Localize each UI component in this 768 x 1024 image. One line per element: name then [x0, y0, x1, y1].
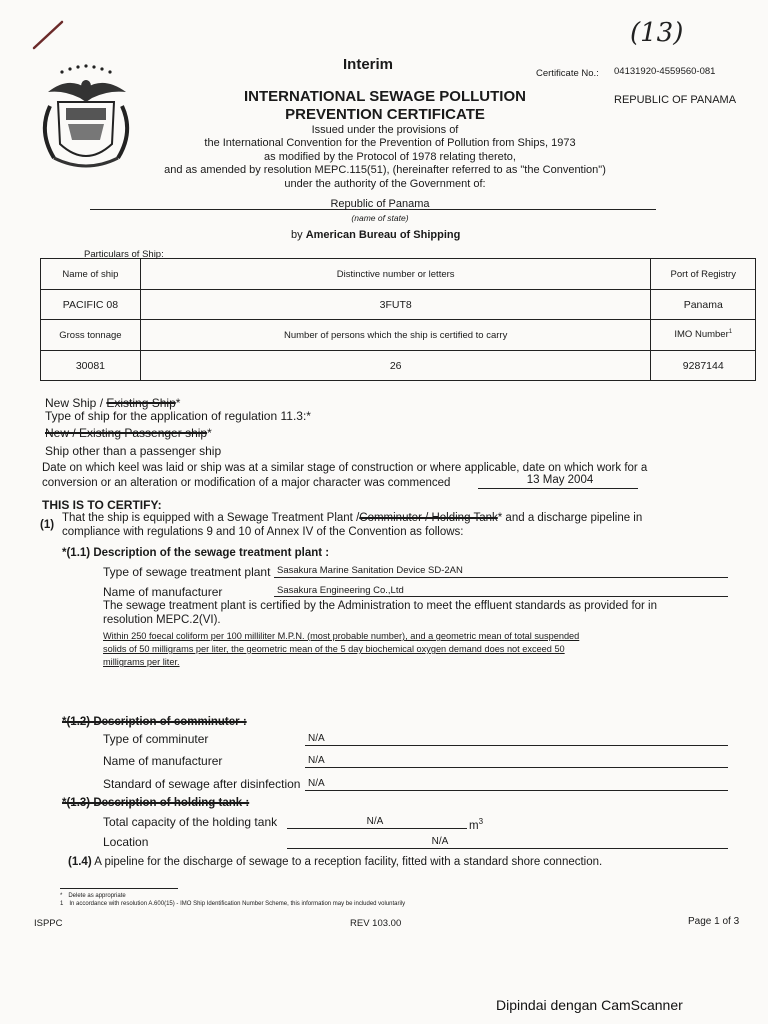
ship-type-regulation: Type of ship for the application of regulation 11.3:*: [45, 409, 311, 423]
preamble-line-3: as modified by the Protocol of 1978 relating thereto,: [264, 151, 516, 163]
stp-type-label: Type of sewage treatment plant: [103, 565, 271, 579]
republic-label: REPUBLIC OF PANAMA: [614, 94, 737, 106]
footnote-rule: [60, 888, 178, 889]
state-caption: (name of state): [351, 213, 409, 223]
certify-number: (1): [40, 519, 55, 531]
stp-certified-line-2: resolution MEPC.2(VI).: [103, 614, 221, 626]
footnote-1: [60, 893, 126, 899]
footer-revision: REV 103.00: [350, 918, 402, 929]
imo-footnote-ref: 1: [728, 329, 733, 336]
footnote-2-text: In accordance with resolution A.600(15) - IMO Ship Identification Number Scheme, this information may be included voluntarily: [69, 901, 406, 907]
new-ship-star: *: [175, 396, 181, 410]
value-imo-number: 9287144: [651, 351, 756, 381]
header-imo-number: [651, 320, 756, 351]
section-1-4: [68, 856, 602, 868]
value-ship-name: PACIFIC 08: [41, 290, 141, 320]
footer-page-number: Page 1 of 3: [688, 916, 740, 927]
sewage-standard-value: N/A: [308, 778, 325, 789]
tank-location-value: N/A: [431, 836, 449, 847]
tank-capacity-unit: [469, 817, 483, 832]
keel-date: 13 May 2004: [526, 474, 594, 486]
certify-line-1: [62, 512, 642, 524]
preamble-line-1: Issued under the provisions of: [311, 124, 459, 136]
effluent-standard-2: solids of 50 milligrams per liter, the geometric mean of the 5 day biochemical oxygen demand does not exceed 50: [103, 644, 565, 654]
footnote-1-mark: *: [60, 893, 63, 899]
stp-type-line: [274, 577, 728, 578]
preamble-line-2: the International Convention for the Prevention of Pollution from Ships, 1973: [204, 137, 576, 149]
imo-number-label: IMO Number: [674, 329, 729, 341]
particulars-label: Particulars of Ship:: [84, 249, 164, 260]
header-gross-tonnage: Gross tonnage: [41, 320, 141, 351]
certificate-no-label: Certificate No.:: [536, 68, 599, 79]
tank-capacity-value: N/A: [366, 816, 384, 827]
certify-line-1-start: That the ship is equipped with a Sewage Treatment Plant /: [62, 512, 360, 524]
footnote-2-mark: 1: [60, 901, 64, 907]
certify-line-2: compliance with regulations 9 and 10 of Annex IV of the Convention as follows:: [62, 526, 464, 538]
header-distinctive-number: Distinctive number or letters: [140, 259, 651, 290]
stp-manufacturer-value: Sasakura Engineering Co.,Ltd: [277, 585, 404, 596]
stp-type-value: Sasakura Marine Sanitation Device SD-2AN: [277, 565, 463, 576]
handwritten-page-number: (13): [630, 18, 684, 48]
pen-mark: [30, 18, 66, 52]
comminuter-mfr-value: N/A: [308, 755, 325, 766]
certify-heading: THIS IS TO CERTIFY:: [42, 498, 162, 512]
header-persons-certified: Number of persons which the ship is certified to carry: [140, 320, 651, 351]
certificate-title-line2: PREVENTION CERTIFICATE: [285, 106, 485, 123]
value-port-of-registry: Panama: [651, 290, 756, 320]
value-persons: 26: [140, 351, 651, 381]
keel-text-1: Date on which keel was laid or ship was at a similar stage of construction or where applicable, date on which work for a: [42, 462, 648, 474]
footnote-2: [60, 901, 405, 907]
header-port-of-registry: Port of Registry: [651, 259, 756, 290]
header-name-of-ship: Name of ship: [41, 259, 141, 290]
section-1-4-text: A pipeline for the discharge of sewage to a reception facility, fitted with a standard shore connection.: [94, 856, 603, 868]
new-ship-text: New Ship /: [45, 396, 104, 410]
state-value: Republic of Panama: [330, 198, 430, 210]
passenger-star: *: [207, 426, 212, 440]
coat-of-arms-seal: [28, 62, 146, 178]
issuer-name: American Bureau of Shipping: [305, 229, 461, 241]
stp-certified-line-1: The sewage treatment plant is certified by the Administration to meet the effluent standards as provided for in: [103, 600, 658, 612]
comminuter-type-line: [305, 745, 728, 746]
preamble-line-5: under the authority of the Government of:: [284, 178, 486, 190]
stp-manufacturer-label: Name of manufacturer: [103, 585, 223, 599]
footnote-1-text: Delete as appropriate: [68, 893, 126, 899]
section-1-1-heading: *(1.1) Description of the sewage treatment plant :: [62, 547, 330, 559]
certify-line-1-end: * and a discharge pipeline in: [497, 512, 643, 524]
tank-location-label: Location: [103, 835, 149, 849]
section-1-4-number: (1.4): [68, 856, 92, 868]
certify-struck-options: Comminuter / Holding Tank: [359, 512, 498, 524]
issuer-prefix: by: [291, 229, 303, 241]
new-existing-ship-line: [45, 396, 180, 410]
comminuter-type-value: N/A: [308, 733, 325, 744]
tank-capacity-line: [287, 828, 467, 829]
ship-other-than-passenger: Ship other than a passenger ship: [45, 444, 222, 458]
unit-m: m: [469, 819, 479, 832]
effluent-standard-1: Within 250 foecal coliform per 100 milliliter M.P.N. (most probable number), and a geometric mean of total suspended: [103, 631, 580, 641]
effluent-standard-3: milligrams per liter.: [103, 657, 180, 667]
passenger-ship-struck: New / Existing Passenger ship: [45, 426, 208, 440]
certificate-title-line1: INTERNATIONAL SEWAGE POLLUTION: [244, 88, 526, 105]
ship-particulars-table: [40, 258, 756, 381]
keel-date-line: [478, 488, 638, 489]
comminuter-mfr-line: [305, 767, 728, 768]
certificate-number: 04131920-4559560-081: [614, 66, 716, 77]
issuer-line: [291, 229, 460, 241]
section-1-2-heading-struck: *(1.2) Description of comminuter :: [62, 716, 247, 728]
preamble-line-4: and as amended by resolution MEPC.115(51), (hereinafter referred to as "the Convention"): [164, 164, 606, 176]
comminuter-type-label: Type of comminuter: [103, 732, 209, 746]
value-distinctive-number: 3FUT8: [140, 290, 651, 320]
sewage-standard-label: Standard of sewage after disinfection: [103, 777, 301, 791]
value-gross-tonnage: 30081: [41, 351, 141, 381]
unit-sup: 3: [478, 817, 484, 826]
passenger-ship-line: [45, 426, 212, 440]
section-1-3-heading-struck: *(1.3) Description of holding tank :: [62, 797, 250, 809]
interim-label: Interim: [343, 56, 394, 73]
sewage-standard-line: [305, 790, 728, 791]
existing-ship-struck: Existing Ship: [106, 396, 176, 410]
footer-form-code: ISPPC: [34, 918, 63, 929]
tank-capacity-label: Total capacity of the holding tank: [103, 815, 278, 829]
scanner-watermark: Dipindai dengan CamScanner: [496, 997, 683, 1013]
keel-text-2: conversion or an alteration or modification of a major character was commenced: [42, 477, 451, 489]
stp-manufacturer-line: [274, 596, 728, 597]
comminuter-mfr-label: Name of manufacturer: [103, 754, 223, 768]
tank-location-line: [287, 848, 728, 849]
